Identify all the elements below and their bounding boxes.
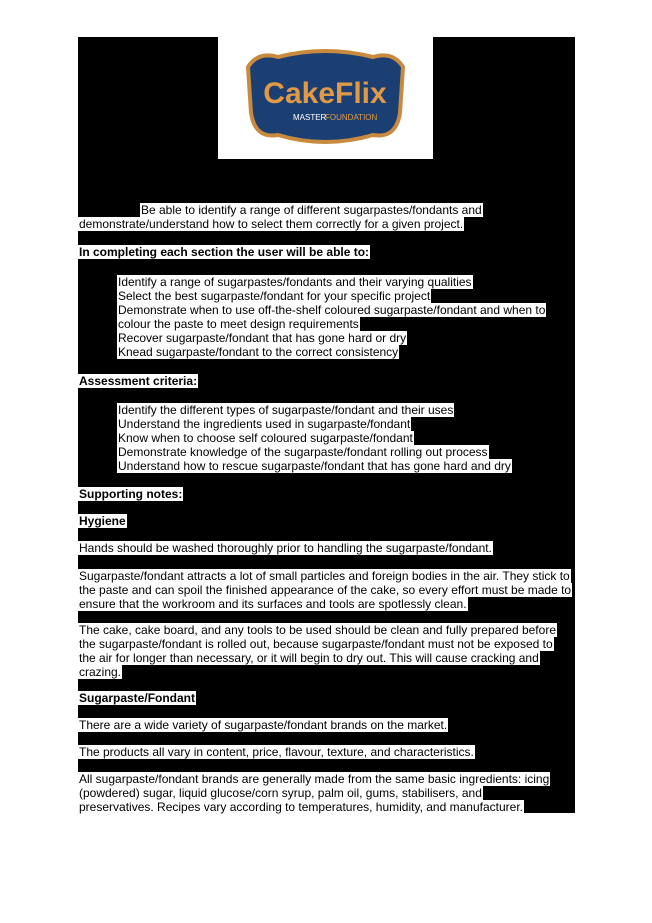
paragraph-line: preservatives. Recipes vary according to temperatures, humidity, and manufacturer. xyxy=(79,800,523,814)
cakeflix-logo xyxy=(218,37,433,159)
list-item: Identify the different types of sugarpaste/fondant and their uses xyxy=(118,403,454,417)
paragraph-line: Hands should be washed thoroughly prior to handling the sugarpaste/fondant. xyxy=(79,541,492,555)
section-heading-hygiene: Hygiene xyxy=(79,514,126,528)
paragraph-line: The cake, cake board, and any tools to be used should be clean and fully prepared before xyxy=(79,623,556,637)
intro-line: demonstrate/understand how to select them correctly for a given project. xyxy=(79,217,464,231)
list-item: Demonstrate knowledge of the sugarpaste/fondant rolling out process xyxy=(118,445,488,459)
logo-box xyxy=(218,37,433,159)
logo-sub-foundation: FOUNDATION xyxy=(325,113,378,122)
list-item: Understand the ingredients used in sugarpaste/fondant xyxy=(118,417,411,431)
paragraph-line: The products all vary in content, price, flavour, texture, and characteristics. xyxy=(79,745,474,759)
section-heading-supporting: Supporting notes: xyxy=(79,487,183,501)
logo-wordmark: CakeFlix xyxy=(263,77,387,110)
logo-sub-master: MASTER xyxy=(293,113,327,122)
list-item: Understand how to rescue sugarpaste/fondant that has gone hard and dry xyxy=(118,459,511,473)
section-heading-completing: In completing each section the user will be able to: xyxy=(79,245,370,259)
paragraph-line: Sugarpaste/fondant attracts a lot of small particles and foreign bodies in the air. They stick to xyxy=(79,569,570,583)
list-item: Knead sugarpaste/fondant to the correct consistency xyxy=(118,345,399,359)
list-item: Know when to choose self coloured sugarpaste/fondant xyxy=(118,431,413,445)
list-item: Select the best sugarpaste/fondant for your specific project xyxy=(118,289,431,303)
paragraph-line: There are a wide variety of sugarpaste/fondant brands on the market. xyxy=(79,718,448,732)
paragraph-line: ensure that the workroom and its surfaces and tools are spotlessly clean. xyxy=(79,597,467,611)
paragraph-line: the paste and can spoil the finished appearance of the cake, so every effort must be made to xyxy=(79,583,572,597)
list-item: colour the paste to meet design requirements xyxy=(118,317,359,331)
paragraph-line: crazing. xyxy=(79,665,122,679)
paragraph-line: the air for longer than necessary, or it will begin to dry out. This will cause cracking and xyxy=(79,651,539,665)
list-item: Demonstrate when to use off-the-shelf coloured sugarpaste/fondant and when to xyxy=(118,303,546,317)
section-heading-assessment: Assessment criteria: xyxy=(79,374,198,388)
paragraph-line: the sugarpaste/fondant is rolled out, because sugarpaste/fondant must not be exposed to xyxy=(79,637,553,651)
paragraph-line: (powdered) sugar, liquid glucose/corn syrup, palm oil, gums, stabilisers, and xyxy=(79,786,482,800)
intro-line: Be able to identify a range of different sugarpastes/fondants and xyxy=(141,203,482,217)
section-heading-sugarpaste: Sugarpaste/Fondant xyxy=(79,691,196,705)
list-item: Recover sugarpaste/fondant that has gone hard or dry xyxy=(118,331,407,345)
paragraph-line: All sugarpaste/fondant brands are generally made from the same basic ingredients: icing xyxy=(79,772,550,786)
list-item: Identify a range of sugarpastes/fondants and their varying qualities xyxy=(118,275,472,289)
